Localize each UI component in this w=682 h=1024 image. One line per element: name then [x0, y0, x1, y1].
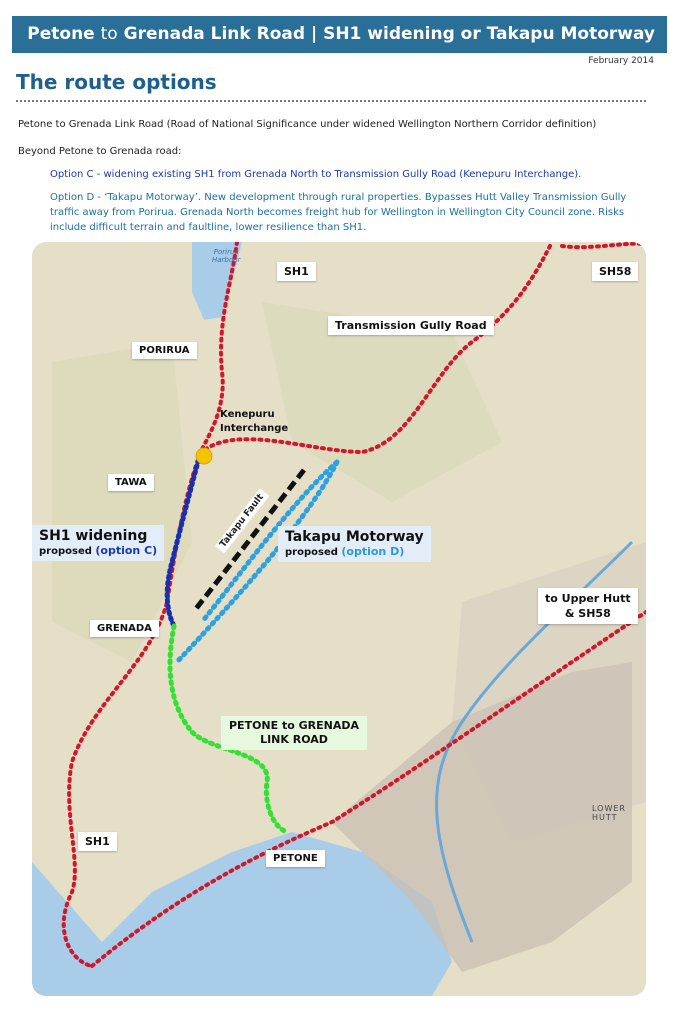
sh1-widening-sub [39, 544, 157, 557]
option-c-tag: (option C) [95, 544, 158, 557]
option-d-paragraph: Option D - ‘Takapu Motorway’. New development through rural properties. Bypasses Hutt Valley Transmission Gully traffic away from Porirua. Grenada North becomes freight hub for Wellington in Wellington City Council zone. Risks include difficult terrain and faultline, lower resilience than SH1. [50, 192, 627, 233]
option-d-tag: (option D) [341, 545, 405, 558]
sh58-road [562, 244, 646, 247]
title-part2: Grenada Link Road | SH1 widening or Takapu Motorway [123, 24, 655, 44]
label-petone: PETONE [266, 850, 325, 867]
date-label: February 2014 [588, 56, 654, 66]
header-banner [12, 16, 667, 53]
proposed-c: proposed [39, 546, 92, 557]
label-transmission-gully: Transmission Gully Road [328, 316, 494, 335]
label-lower-hutt: LOWER HUTT [592, 804, 626, 822]
label-tawa: TAWA [108, 474, 154, 491]
interchange-marker-icon [196, 448, 212, 464]
option-c-paragraph: Option C - widening existing SH1 from Grenada North to Transmission Gully Road (Kenepuru Interchange). [50, 169, 582, 180]
title-to: to [100, 24, 118, 44]
section-heading: The route options [16, 70, 217, 94]
title-part1: Petone [27, 24, 95, 44]
label-upper-hutt: to Upper Hutt & SH58 [538, 588, 638, 624]
label-takapu-fault: Takapu Fault [215, 489, 269, 554]
dotted-divider [16, 100, 646, 102]
label-sh1-top: SH1 [277, 262, 316, 281]
intro-paragraph: Petone to Grenada Link Road (Road of National Significance under widened Wellington Northern Corridor definition) [18, 119, 597, 130]
route-map [32, 242, 646, 996]
takapu-sub [285, 545, 424, 558]
label-sh1-bottom: SH1 [78, 832, 117, 851]
label-porirua: PORIRUA [132, 342, 197, 359]
header-title [27, 24, 655, 44]
label-sh58: SH58 [592, 262, 638, 281]
proposed-d: proposed [285, 547, 338, 558]
sh1-widening-title: SH1 widening [39, 528, 148, 544]
takapu-title: Takapu Motorway [285, 529, 424, 545]
beyond-paragraph: Beyond Petone to Grenada road: [18, 146, 182, 157]
label-sh1-widening [32, 525, 164, 561]
label-grenada: GRENADA [90, 620, 159, 637]
label-link-road: PETONE to GRENADA LINK ROAD [221, 716, 367, 750]
porirua-harbour-label: Porirua Harbour [212, 248, 241, 264]
label-takapu-motorway [278, 526, 431, 562]
label-kenepuru: Kenepuru Interchange [220, 409, 289, 434]
